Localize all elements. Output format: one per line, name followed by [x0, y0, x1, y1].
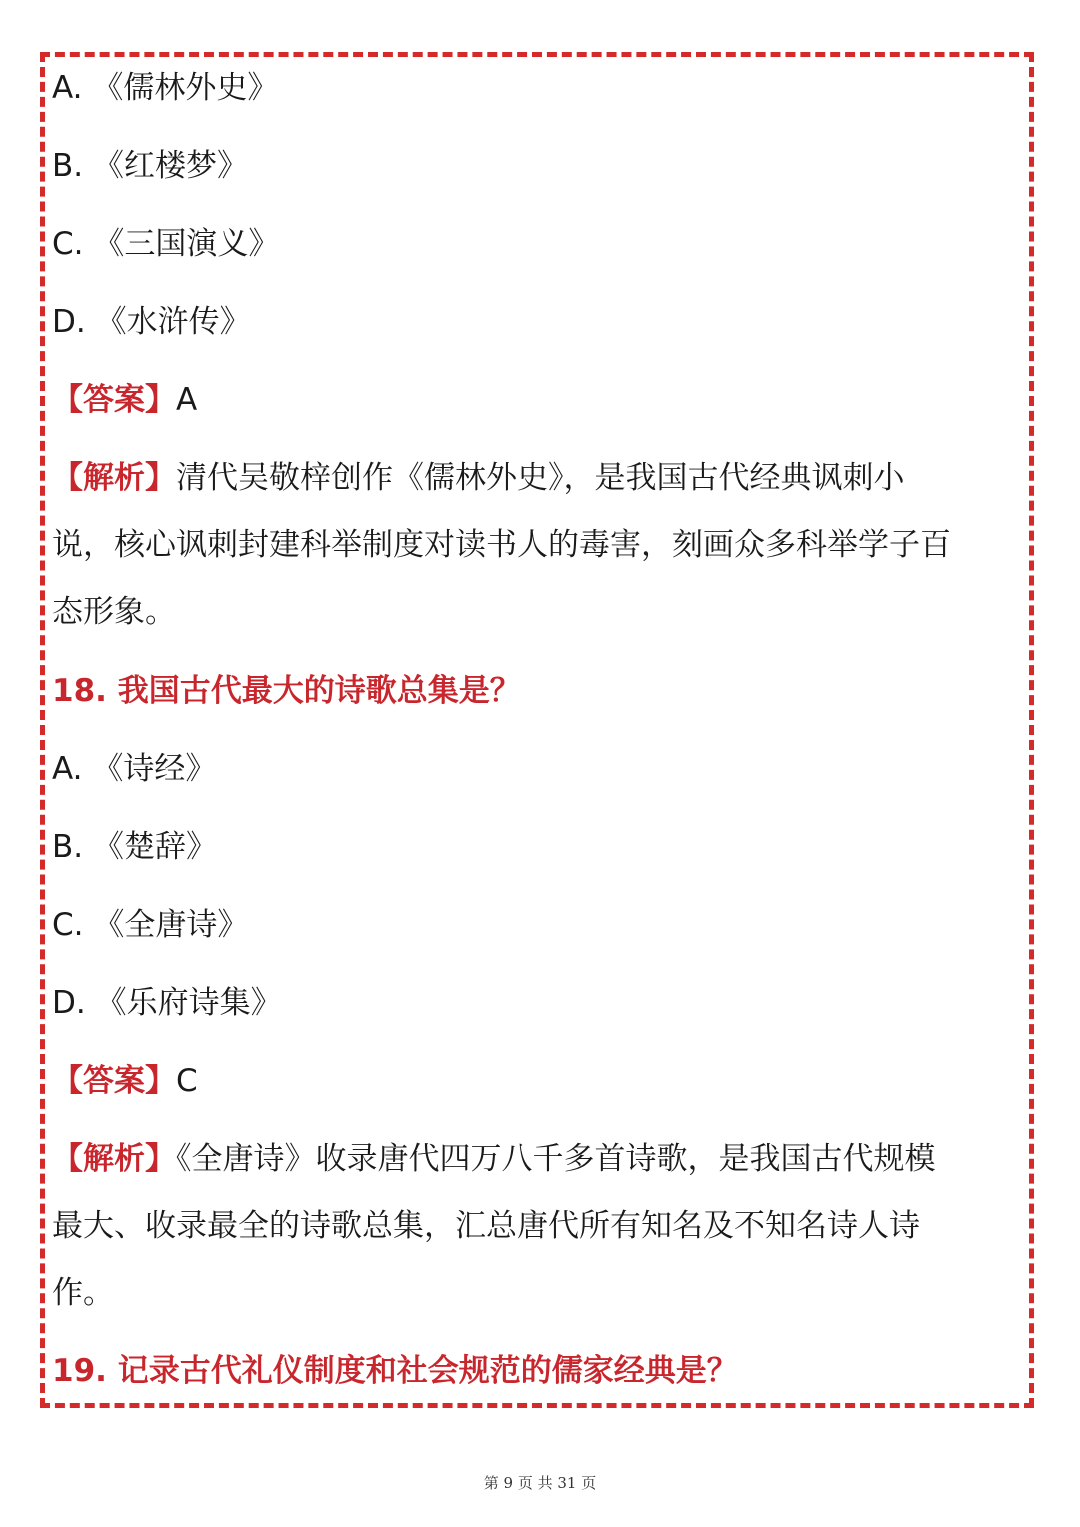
q18-option-b: B. 《楚辞》 — [52, 829, 217, 865]
page-footer: 第 9 页 共 31 页 — [483, 1474, 597, 1492]
q18-option-d: D. 《乐府诗集》 — [52, 985, 282, 1021]
q18-option-a: A. 《诗经》 — [52, 751, 217, 787]
q17-analysis-tag: 【解析】 — [52, 460, 176, 496]
q17-answer-row — [52, 380, 197, 420]
q17-option-c: C. 《三国演义》 — [52, 226, 280, 262]
q17-answer-value: A — [176, 382, 198, 418]
q17-analysis-line-1: 清代吴敬梓创作《儒林外史》，是我国古代经典讽刺小 — [176, 460, 905, 496]
q18-analysis-row — [52, 1139, 936, 1179]
q18-answer-tag: 【答案】 — [52, 1063, 176, 1099]
q18-option-c: C. 《全唐诗》 — [52, 907, 249, 943]
q18-answer-row — [52, 1061, 198, 1101]
q17-option-d: D. 《水浒传》 — [52, 304, 251, 340]
q17-analysis-row — [52, 458, 905, 498]
q17-option-a: A. 《儒林外史》 — [52, 70, 279, 106]
q18-analysis-line-2: 最大、收录最全的诗歌总集，汇总唐代所有知名及不知名诗人诗 — [52, 1208, 920, 1244]
q17-option-b: B. 《红楼梦》 — [52, 148, 248, 184]
q19-question: 19. 记录古代礼仪制度和社会规范的儒家经典是？ — [52, 1353, 738, 1389]
q18-question: 18. 我国古代最大的诗歌总集是？ — [52, 673, 521, 709]
q18-analysis-line-1: 《全唐诗》收录唐代四万八千多首诗歌，是我国古代规模 — [176, 1141, 936, 1177]
q18-answer-value: C — [176, 1063, 198, 1099]
q17-analysis-line-3: 态形象。 — [52, 594, 176, 630]
q18-analysis-line-3: 作。 — [52, 1275, 114, 1311]
q17-analysis-line-2: 说，核心讽刺封建科举制度对读书人的毒害，刻画众多科举学子百 — [52, 527, 951, 563]
q18-analysis-tag: 【解析】 — [52, 1141, 176, 1177]
q17-answer-tag: 【答案】 — [52, 382, 176, 418]
